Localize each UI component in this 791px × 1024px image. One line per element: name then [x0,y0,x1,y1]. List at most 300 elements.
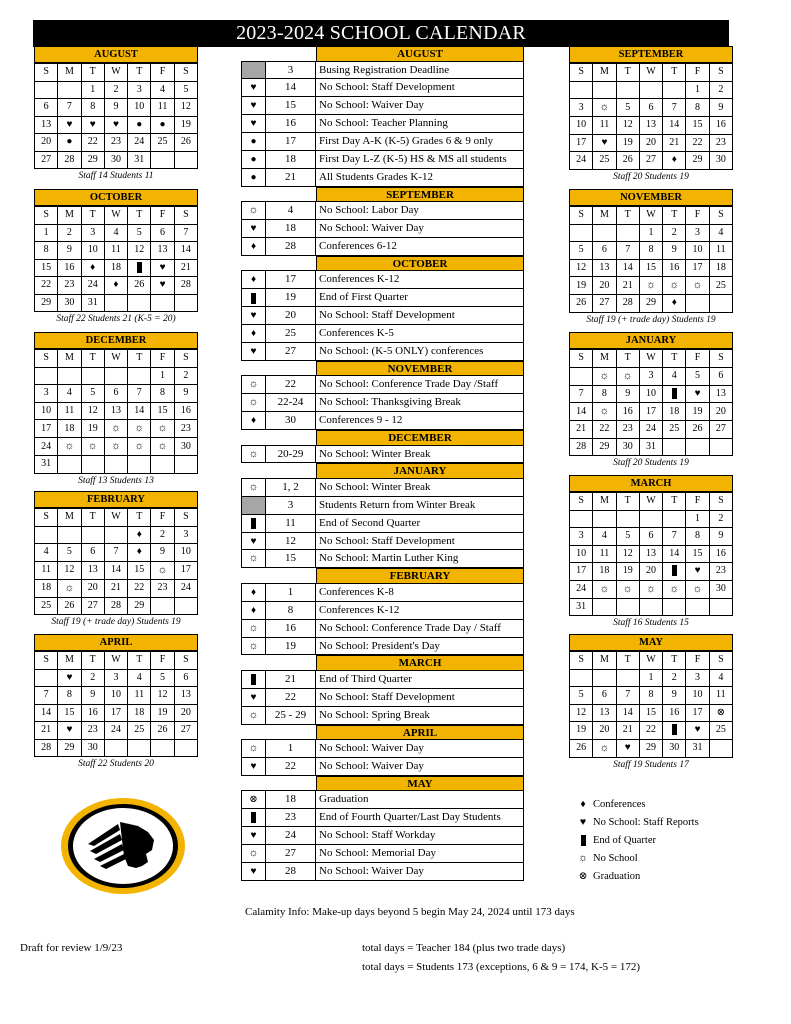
event-symbol: ☼ [241,549,266,568]
day-cell: 12 [616,545,639,563]
day-cell: 17 [35,420,58,438]
day-cell: 20 [639,134,662,152]
legend-item [573,867,699,885]
week-row [35,704,198,722]
week-row [35,579,198,597]
legend-item [573,813,699,831]
weekday-header: F [151,350,174,368]
day-cell: 14 [663,117,686,135]
day-cell: ⊗ [709,704,732,722]
weekday-header: T [128,509,151,527]
day-cell: 3 [128,81,151,99]
day-cell [686,295,709,313]
week-row [35,687,198,705]
day-cell: 5 [686,367,709,385]
day-cell: 6 [593,242,616,260]
event-description: First Day A-K (K-5) Grades 6 & 9 only [315,132,524,151]
weekday-header: T [616,350,639,368]
day-cell: 13 [709,385,732,403]
section-header: FEBRUARY [316,568,524,584]
weekday-header: S [709,493,732,511]
day-cell [616,81,639,99]
day-cell [616,669,639,687]
day-cell: 25 [128,722,151,740]
day-cell: 17 [570,563,593,581]
day-cell: 26 [570,295,593,313]
day-cell: 21 [570,421,593,439]
event-row [241,584,524,602]
event-symbol: ♥ [241,862,266,881]
day-cell: 10 [686,242,709,260]
event-description: No School: Waiver Day [315,219,524,238]
day-cell: ♥ [151,277,174,295]
event-symbol [241,288,266,307]
day-cell: 3 [686,224,709,242]
day-cell: 3 [570,99,593,117]
day-cell: 23 [58,277,81,295]
day-cell [58,456,81,474]
event-symbol [241,670,266,689]
day-cell: 14 [128,402,151,420]
event-row [241,550,524,568]
event-day: 27 [265,844,316,863]
week-row [570,152,733,170]
event-description: Conferences 9 - 12 [315,411,524,430]
day-cell: 20 [639,563,662,581]
event-symbol: ● [241,168,266,187]
event-day: 20-29 [265,445,316,464]
day-cell: ♦ [663,295,686,313]
day-cell: 6 [151,224,174,242]
weekday-header: T [81,652,104,670]
month-name: APRIL [34,634,198,651]
event-row [241,497,524,515]
week-row [570,277,733,295]
day-cell: 23 [709,563,732,581]
day-cell: ☼ [663,580,686,598]
day-cell: 21 [35,722,58,740]
weekday-header: F [686,207,709,225]
week-row [35,259,198,277]
day-cell: 24 [174,579,197,597]
day-cell: 10 [174,544,197,562]
day-cell: 19 [570,277,593,295]
event-description: End of Fourth Quarter/Last Day Students [315,808,524,827]
day-cell [709,598,732,616]
day-cell [663,510,686,528]
day-cell: 31 [570,598,593,616]
day-cell: 19 [81,420,104,438]
day-cell: 6 [593,687,616,705]
event-day: 21 [265,168,316,187]
day-cell: 1 [639,224,662,242]
day-cell: 15 [639,704,662,722]
day-cell: 8 [686,99,709,117]
day-cell [709,739,732,757]
day-cell [174,456,197,474]
event-day: 11 [265,514,316,533]
day-cell: 19 [616,134,639,152]
day-cell: 7 [663,99,686,117]
weekday-header: M [593,652,616,670]
weekday-header: M [58,64,81,82]
day-cell [58,81,81,99]
day-cell: ☼ [128,420,151,438]
weekday-header: T [81,509,104,527]
week-row [35,294,198,312]
day-cell: 29 [35,294,58,312]
section-header: AUGUST [316,46,524,62]
day-cell: 4 [104,224,127,242]
day-cell: 2 [174,367,197,385]
day-cell: 2 [151,526,174,544]
event-row [241,79,524,97]
day-cell: 30 [58,294,81,312]
month-name: SEPTEMBER [569,46,733,63]
event-row [241,533,524,551]
week-row [570,134,733,152]
event-row [241,602,524,620]
weekday-header: T [616,207,639,225]
event-description: No School: Conference Trade Day / Staff [315,619,524,638]
week-row [35,116,198,134]
weekday-header: T [663,652,686,670]
event-day: 3 [265,496,316,515]
event-description: No School: Waiver Day [315,757,524,776]
week-row [570,81,733,99]
section-header: APRIL [316,725,524,741]
day-cell: ♥ [616,739,639,757]
week-row [35,242,198,260]
event-description: No School: Martin Luther King [315,549,524,568]
weekday-header: W [639,207,662,225]
event-symbol [241,496,266,515]
draft-note: Draft for review 1/9/23 [20,942,123,954]
week-row [35,385,198,403]
month-footer: Staff 20 Students 19 [613,458,689,468]
event-description: No School: President's Day [315,637,524,656]
day-cell: 7 [616,242,639,260]
day-cell: 28 [58,151,81,169]
event-row [241,863,524,881]
day-cell: 30 [174,438,197,456]
day-cell: 20 [35,134,58,152]
day-cell: 29 [128,597,151,615]
day-cell: ♥ [686,385,709,403]
day-cell: 24 [104,722,127,740]
month-calendar-december [34,332,198,488]
day-cell [35,526,58,544]
day-cell: ● [128,116,151,134]
day-cell: 16 [81,704,104,722]
day-cell: 6 [639,99,662,117]
day-cell: 20 [593,722,616,740]
day-cell: 29 [58,739,81,757]
day-cell: 21 [616,277,639,295]
day-cell: 6 [104,385,127,403]
week-row [570,545,733,563]
event-row [241,220,524,238]
day-cell: 8 [58,687,81,705]
weekday-header: T [128,652,151,670]
event-symbol: ● [241,150,266,169]
day-cell: ♥ [686,722,709,740]
weekday-header: M [58,509,81,527]
day-cell: 20 [81,579,104,597]
weekday-header: F [151,509,174,527]
weekday-header: T [128,207,151,225]
day-cell: ☼ [686,277,709,295]
day-cell: 5 [570,687,593,705]
day-cell: ☼ [151,420,174,438]
event-row [241,133,524,151]
month-name: MAY [569,634,733,651]
day-cell: 17 [686,259,709,277]
day-cell [104,294,127,312]
weekday-header: T [128,350,151,368]
weekday-header: F [686,493,709,511]
day-cell: 9 [709,528,732,546]
event-symbol: ♥ [241,96,266,115]
day-cell: ♥ [104,116,127,134]
day-cell: ☼ [104,420,127,438]
day-cell: 12 [174,99,197,117]
month-calendar-august [34,46,198,183]
weekday-header: S [174,64,197,82]
weekday-header: S [570,64,593,82]
event-symbol: ♥ [241,114,266,133]
event-symbol: ☼ [241,706,266,725]
day-cell [174,739,197,757]
weekday-header: T [616,64,639,82]
event-day: 22 [265,688,316,707]
day-cell: 11 [35,561,58,579]
weekday-header: T [81,64,104,82]
day-cell: ☼ [639,277,662,295]
event-description: No School: Spring Break [315,706,524,725]
day-cell: 22 [639,722,662,740]
event-row [241,412,524,430]
day-cell: 10 [639,385,662,403]
weekday-header: W [104,207,127,225]
day-cell: 16 [663,704,686,722]
event-day: 21 [265,670,316,689]
day-cell: 15 [686,545,709,563]
event-symbol: ♥ [241,219,266,238]
weekday-header: W [639,64,662,82]
day-cell [663,81,686,99]
weekday-header: W [639,652,662,670]
event-row [241,97,524,115]
day-cell: 6 [81,544,104,562]
day-cell: 13 [81,561,104,579]
event-description: Students Return from Winter Break [315,496,524,515]
day-cell: ☼ [151,438,174,456]
day-cell: 15 [128,561,151,579]
day-cell: 10 [35,402,58,420]
day-cell: ♥ [593,134,616,152]
day-cell: 19 [616,563,639,581]
day-cell: ♥ [81,116,104,134]
week-row [35,456,198,474]
weekday-header: S [709,207,732,225]
week-row [35,669,198,687]
week-row [35,224,198,242]
day-cell: 23 [104,134,127,152]
week-row [35,526,198,544]
event-description: Busing Registration Deadline [315,61,524,80]
day-cell: 31 [35,456,58,474]
month-footer: Staff 16 Students 15 [613,618,689,628]
event-row [241,325,524,343]
day-cell: ☼ [639,580,662,598]
day-cell: 12 [58,561,81,579]
page-title: 2023-2024 SCHOOL CALENDAR [33,20,729,47]
day-cell: 15 [151,402,174,420]
event-symbol: ⊗ [241,790,266,809]
event-day: 8 [265,601,316,620]
event-day: 1 [265,739,316,758]
day-cell: 12 [81,402,104,420]
day-cell: 22 [686,134,709,152]
day-cell [58,367,81,385]
event-day: 16 [265,619,316,638]
day-cell: 11 [709,687,732,705]
event-description: Conferences K-8 [315,583,524,602]
day-cell: 9 [174,385,197,403]
day-cell: 27 [593,295,616,313]
day-cell: 25 [709,277,732,295]
day-cell: 25 [151,134,174,152]
weekday-header: W [639,493,662,511]
week-row [570,367,733,385]
event-row [241,515,524,533]
weekday-header: F [151,652,174,670]
event-symbol: ☼ [241,619,266,638]
day-cell: ♥ [58,669,81,687]
week-row [570,687,733,705]
day-cell [151,739,174,757]
day-cell [128,456,151,474]
day-cell: 10 [686,687,709,705]
day-cell [593,224,616,242]
legend-label: No School [593,852,638,864]
day-cell: 17 [686,704,709,722]
day-cell: 22 [128,579,151,597]
section-header: NOVEMBER [316,361,524,377]
day-cell [128,367,151,385]
event-day: 27 [265,342,316,361]
day-cell: 1 [639,669,662,687]
event-symbol: ♥ [241,342,266,361]
event-description: First Day L-Z (K-5) HS & MS all students [315,150,524,169]
event-description: No School: Staff Development [315,532,524,551]
month-footer: Staff 19 Students 17 [613,759,689,770]
day-cell: 14 [616,259,639,277]
month-name: AUGUST [34,46,198,63]
day-cell: 13 [639,545,662,563]
day-cell [686,598,709,616]
day-cell [570,367,593,385]
week-row [35,420,198,438]
day-cell: 20 [709,403,732,421]
day-cell: 2 [81,669,104,687]
day-cell: 12 [128,242,151,260]
day-cell [174,151,197,169]
day-cell: 15 [639,259,662,277]
day-cell: ☼ [663,277,686,295]
day-cell: 8 [639,242,662,260]
event-row [241,169,524,187]
day-cell: 21 [616,722,639,740]
event-description: No School: Memorial Day [315,844,524,863]
week-row [35,134,198,152]
weekday-header: M [593,493,616,511]
month-calendar-november [569,189,733,327]
day-cell [151,151,174,169]
event-day: 19 [265,288,316,307]
day-cell [639,510,662,528]
event-description: Conferences K-12 [315,270,524,289]
day-cell: 17 [174,561,197,579]
legend-label: No School: Staff Reports [593,816,699,828]
day-cell: 11 [593,545,616,563]
day-cell: 24 [81,277,104,295]
weekday-header: S [570,350,593,368]
event-day: 15 [265,549,316,568]
day-cell: ♥ [686,563,709,581]
day-cell: 2 [709,81,732,99]
day-cell [663,598,686,616]
day-cell [35,669,58,687]
day-cell: 23 [616,421,639,439]
day-cell: 27 [174,722,197,740]
day-cell: 4 [128,669,151,687]
day-cell: 27 [639,152,662,170]
week-row [570,403,733,421]
weekday-header: W [104,350,127,368]
day-cell [151,597,174,615]
event-row [241,289,524,307]
day-cell: ☼ [616,580,639,598]
day-cell: 3 [35,385,58,403]
day-cell [663,438,686,456]
day-cell: 8 [639,687,662,705]
day-cell: ♦ [104,277,127,295]
month-calendar-march [569,475,733,630]
event-description: No School: Labor Day [315,201,524,220]
day-cell: 20 [174,704,197,722]
day-cell [570,224,593,242]
weekday-header: S [174,652,197,670]
day-cell: 3 [174,526,197,544]
day-cell: 25 [35,597,58,615]
day-cell: 19 [151,704,174,722]
day-cell: 28 [35,739,58,757]
week-row [570,510,733,528]
day-cell: 5 [58,544,81,562]
weekday-header: T [128,64,151,82]
legend [573,795,699,885]
day-cell: 30 [663,739,686,757]
event-symbol: ♦ [241,601,266,620]
day-cell: 1 [151,367,174,385]
day-cell: 27 [81,597,104,615]
day-cell: 4 [35,544,58,562]
day-cell: 26 [686,421,709,439]
weekday-header: M [593,207,616,225]
day-cell: 24 [570,580,593,598]
